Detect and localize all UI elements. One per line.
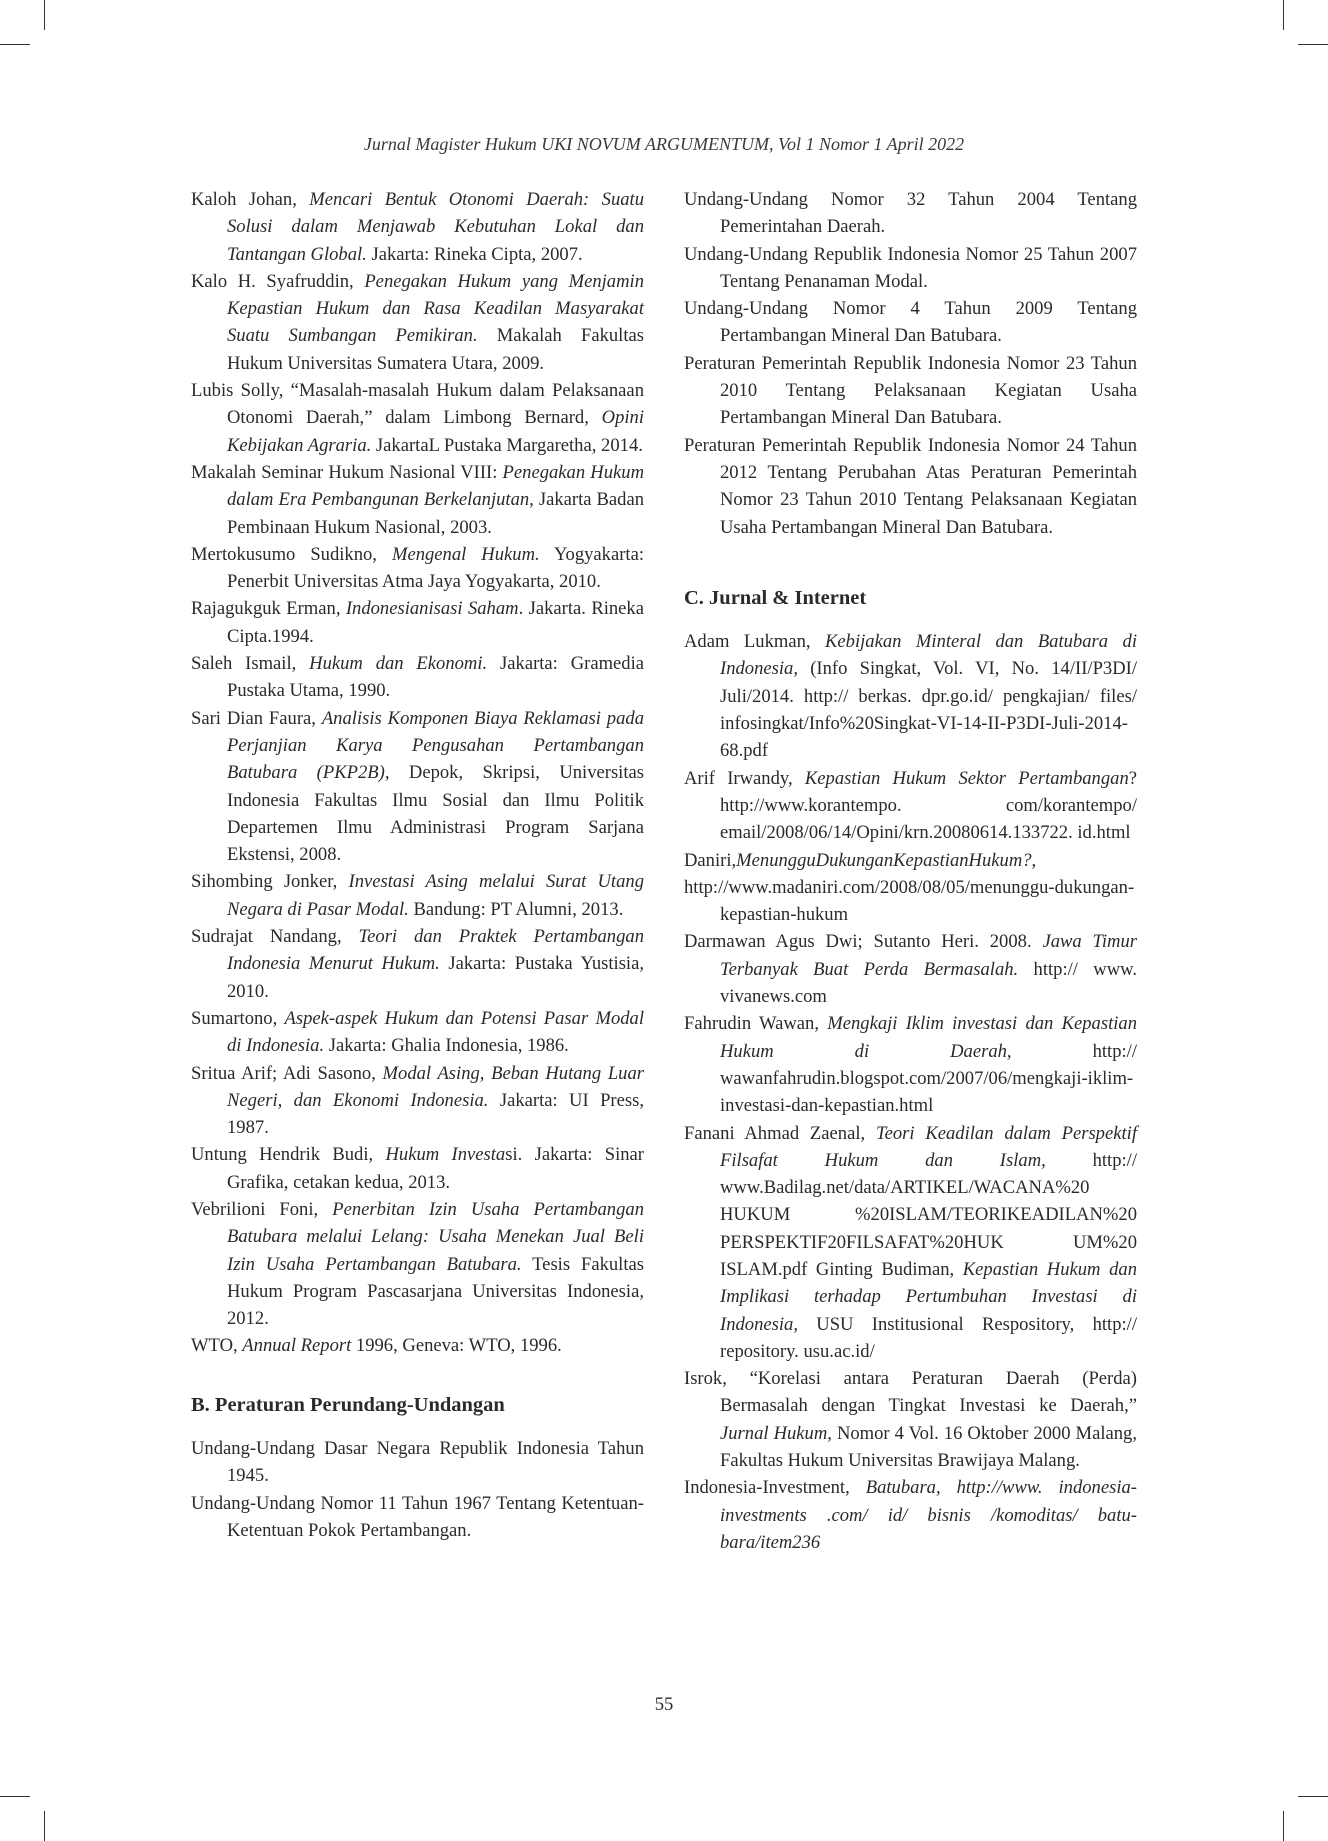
reference-entry — [191, 868, 644, 923]
reference-title: MenungguDukunganKepastianHukum?, — [736, 849, 1037, 871]
reference-entry — [191, 377, 644, 459]
reference-title: Jurnal Hukum, — [720, 1422, 832, 1444]
reference-text: 1996, Geneva: WTO, 1996. — [351, 1335, 562, 1357]
reference-entry — [191, 1332, 644, 1359]
crop-mark — [44, 0, 45, 30]
reference-text: Jakarta: Ghalia Indonesia, 1986. — [324, 1035, 569, 1057]
reference-title: , Opini Kebijakan Agraria. — [227, 407, 644, 456]
reference-text: JakartaL Pustaka Margaretha — [371, 434, 592, 456]
reference-text: Daniri, — [684, 849, 737, 871]
reference-title: Kepastian Hukum dan Implikasi terhadap Pertumbuhan Investasi di Indonesia, — [720, 1258, 1137, 1335]
reference-text: Vebrilioni Foni, — [191, 1198, 333, 1220]
reference-title: Teori Keadilan dalam Perspektif Filsafat Hukum dan Islam, — [720, 1122, 1137, 1171]
reference-text: http://www.madaniri.com/2008/08/05/menunggu-dukungan-kepastian-hukum — [684, 876, 1135, 926]
reference-text: . Jakarta. Rineka Cipta.1994. — [227, 598, 644, 647]
reference-entry — [191, 705, 644, 869]
reference-list — [191, 186, 644, 1360]
crop-mark — [0, 1796, 30, 1797]
reference-text: Sumartono, — [191, 1007, 285, 1029]
reference-title: Aspek-aspek Hukum dan Potensi Pasar Modal di Indonesia. — [227, 1007, 644, 1057]
reference-text: Jakarta: Rineka Cipta, 2007. — [366, 243, 583, 265]
reference-text: Jakarta: UI Press, 1987. — [227, 1089, 644, 1139]
reference-text: Undang-Undang Dasar Negara Republik Indonesia Tahun 1945. — [191, 1438, 644, 1487]
reference-list-c — [684, 628, 1137, 1556]
reference-title: Hukum dan Ekonomi. — [309, 653, 488, 675]
reference-title: Analisis Komponen Biaya Reklamasi pada Perjanjian Karya Pengusahan Pertambangan Batubara (PKP2B), — [227, 707, 644, 784]
reference-text: si. Jakarta: Sinar Grafika, cetakan kedua, 2013. — [227, 1144, 644, 1193]
reference-text: Tesis Fakultas Hukum Program Pascasarjana Universitas Indonesia, 2012. — [227, 1253, 644, 1330]
reference-title: Mengkaji Iklim investasi dan Kepastian Hukum di Daerah, — [720, 1013, 1137, 1062]
reference-text: Sritua Arif; Adi Sasono, — [191, 1062, 383, 1084]
reference-list-b — [684, 186, 1137, 541]
reference-entry — [684, 241, 1137, 296]
reference-entry — [191, 1196, 644, 1332]
reference-entry — [191, 459, 644, 541]
reference-entry — [684, 1365, 1137, 1474]
reference-entry — [684, 874, 1137, 929]
reference-text: Kaloh Johan, — [191, 189, 310, 210]
reference-entry — [684, 1010, 1137, 1119]
reference-text: ? http://www.korantempo. com/korantempo/ email/2008/06/14/Opini/krn.20080614.133722. id.html — [720, 767, 1138, 844]
reference-text: WTO, — [191, 1335, 243, 1357]
reference-text: Makalah Seminar Hukum Nasional VIII: — [191, 461, 503, 483]
reference-text: Bandung: PT Alumni, 2013. — [408, 898, 624, 920]
reference-text: Jakarta Badan Pembinaan Hukum Nasional, 2003. — [227, 489, 645, 538]
reference-text: Sari Dian Faura, — [191, 707, 322, 729]
reference-text: Fanani Ahmad Zaenal, — [684, 1122, 876, 1144]
reference-entry — [191, 1141, 644, 1196]
reference-entry — [191, 541, 644, 596]
reference-title: Penegakan Hukum dalam Era Pembangunan Berkelanjutan, — [227, 461, 645, 511]
reference-title: Investasi Asing melalui Surat Utang Negara di Pasar Modal. — [227, 871, 644, 920]
reference-text: Sudrajat Nandang, — [191, 926, 359, 948]
crop-mark — [1283, 0, 1284, 30]
reference-title: Kebijakan Minteral dan Batubara di Indonesia, — [720, 631, 1138, 680]
reference-title: Modal Asing, Beban Hutang Luar Negeri, dan Ekonomi Indonesia. — [227, 1062, 644, 1111]
reference-text: Undang-Undang Republik Indonesia Nomor 25 Tahun 2007 Tentang Penanaman Modal. — [684, 243, 1137, 292]
reference-title: Teori dan Praktek Pertambangan Indonesia Menurut Hukum. — [227, 926, 644, 975]
crop-mark — [1298, 1796, 1328, 1797]
reference-entry — [684, 350, 1137, 432]
reference-text: Makalah Fakultas Hukum Universitas Sumatera Utara, 2009. — [227, 325, 644, 374]
reference-text: USU Institusional Respository, http:// repository. usu.ac.id/ — [720, 1313, 1137, 1362]
reference-text: Jakarta: Gramedia Pustaka Utama, 1990. — [227, 653, 645, 702]
reference-entry — [684, 186, 1137, 241]
reference-text: Peraturan Pemerintah Republik Indonesia Nomor 23 Tahun 2010 Tentang Pelaksanaan Kegiatan Usaha Pertambangan Mineral Dan Batubara. — [684, 352, 1137, 429]
reference-title: , — [591, 434, 597, 456]
reference-title: Mencari Bentuk Otonomi Daerah: Suatu Solusi dalam Menjawab Kebutuhan Lokal dan Tantangan Global. — [227, 189, 644, 265]
reference-entry — [684, 765, 1137, 847]
reference-title: Batubara, http://www. indonesia-investments .com/ id/ bisnis /komoditas/ batu-bara/item236 — [720, 1477, 1137, 1553]
section-title-b: B. Peraturan Perundang-Undangan — [191, 1393, 505, 1416]
reference-text: Peraturan Pemerintah Republik Indonesia Nomor 24 Tahun 2012 Tentang Perubahan Atas Peraturan Pemerintah Nomor 23 Tahun 2010 Tentang Pelaksanaan Kegiatan Usaha Pertambangan Mineral Dan Batubara. — [684, 434, 1137, 538]
reference-entry — [684, 628, 1137, 764]
reference-entry — [191, 186, 644, 268]
reference-title: Penerbitan Izin Usaha Pertambangan Batubara melalui Lelang: Usaha Menekan Jual Beli Izin Usaha Pertambangan Batubara. — [227, 1198, 644, 1275]
reference-text: Saleh Ismail, — [191, 653, 310, 675]
reference-title: Penegakan Hukum yang Menjamin Kepastian Hukum dan Rasa Keadilan Masyarakat Suatu Sumbangan Pemikiran. — [227, 270, 644, 347]
reference-entry — [191, 1060, 644, 1142]
reference-entry — [684, 432, 1137, 541]
reference-text: http:// www.Badilag.net/data/ARTIKEL/WACANA%20 HUKUM %20ISLAM/TEORIKEADILAN%20 PERSPEKTIF20FILSAFAT%20HUK UM%20 ISLAM.pdf Ginting Budiman, — [720, 1149, 1137, 1280]
reference-entry — [191, 595, 644, 650]
reference-entry — [684, 1474, 1137, 1556]
reference-text: Isrok, “Korelasi antara Peraturan Daerah (Perda) Bermasalah dengan Tingkat Investasi ke Daerah,” — [684, 1368, 1137, 1417]
reference-text: Darmawan Agus Dwi; Sutanto Heri. 2008. — [684, 931, 1043, 953]
reference-text: Mertokusumo Sudikno, — [191, 543, 392, 565]
reference-entry — [191, 268, 644, 377]
reference-text: http:// www. vivanews.com — [720, 958, 1137, 1008]
reference-text: Fahrudin Wawan, — [684, 1013, 828, 1035]
reference-entry — [191, 1005, 644, 1060]
reference-text: Untung Hendrik Budi, — [191, 1144, 386, 1166]
reference-text: (Info Singkat, Vol. VI, No. 14/II/P3DI/ Juli/2014. http:// berkas. dpr.go.id/ pengkajian/ files/ infosingkat/Info%20Singkat-VI-14-II-P3DI-Juli-2014-68.pdf — [720, 658, 1137, 762]
reference-text: Sihombing Jonker, — [191, 871, 349, 893]
running-header: Jurnal Magister Hukum UKI NOVUM ARGUMENTUM, Vol 1 Nomor 1 April 2022 — [363, 134, 965, 154]
crop-mark — [44, 1811, 45, 1841]
reference-title: Mengenal Hukum. — [391, 543, 540, 565]
reference-title: Annual Report — [242, 1335, 352, 1357]
reference-list-b — [191, 1435, 644, 1544]
reference-text: Undang-Undang Nomor 4 Tahun 2009 Tentang Pertambangan Mineral Dan Batubara. — [684, 298, 1137, 347]
reference-entry — [684, 847, 1137, 874]
reference-entry — [191, 1435, 644, 1490]
crop-mark — [0, 44, 30, 45]
reference-text: Indonesia-Investment, — [684, 1477, 866, 1499]
reference-entry — [684, 295, 1137, 350]
reference-text: Depok, Skripsi, Universitas Indonesia Fakultas Ilmu Sosial dan Ilmu Politik Departemen Ilmu Administrasi Program Sarjana Ekstensi, 2008. — [227, 762, 645, 866]
reference-title: , Indonesianisasi Saham — [335, 598, 519, 620]
left-column — [191, 186, 644, 1544]
reference-text: Lubis Solly, “Masalah-masalah Hukum dalam Pelaksanaan Otonomi Daerah,” dalam Limbong Bernard — [191, 380, 644, 429]
reference-text: Nomor 4 Vol. 16 Oktober 2000 Malang, Fakultas Hukum Universitas Brawijaya Malang. — [720, 1422, 1137, 1472]
reference-text: http:// wawanfahrudin.blogspot.com/2007/06/mengkaji-iklim-investasi-dan-kepastian.html — [720, 1040, 1137, 1117]
reference-entry — [684, 928, 1137, 1010]
reference-text: Yogyakarta: Penerbit Universitas Atma Jaya Yogyakarta, 2010. — [227, 543, 644, 593]
reference-text: Adam Lukman, — [684, 631, 826, 653]
reference-text: Rajagukguk Erman — [191, 598, 336, 620]
reference-entry — [191, 650, 644, 705]
section-title-c: C. Jurnal & Internet — [684, 586, 867, 609]
reference-entry — [191, 1490, 644, 1545]
crop-mark — [1283, 1811, 1284, 1841]
reference-text: Undang-Undang Nomor 11 Tahun 1967 Tentang Ketentuan-Ketentuan Pokok Pertambangan. — [191, 1492, 644, 1541]
reference-text: 2014. — [596, 434, 643, 456]
reference-title: Kepastian Hukum Sektor Pertambangan — [804, 767, 1129, 789]
reference-title: Hukum Investa — [385, 1144, 506, 1166]
reference-text: Arif Irwandy, — [684, 767, 805, 789]
right-column — [684, 186, 1137, 1556]
reference-text: Undang-Undang Nomor 32 Tahun 2004 Tentang Pemerintahan Daerah. — [684, 189, 1137, 238]
reference-text: Jakarta: Pustaka Yustisia, 2010. — [227, 953, 644, 1002]
reference-entry — [191, 923, 644, 1005]
page-number: 55 — [654, 1694, 674, 1715]
reference-title: Jawa Timur Terbanyak Buat Perda Bermasalah. — [720, 931, 1137, 980]
crop-mark — [1298, 44, 1328, 45]
reference-text: Kalo H. Syafruddin, — [191, 270, 365, 292]
reference-entry — [684, 1120, 1137, 1366]
